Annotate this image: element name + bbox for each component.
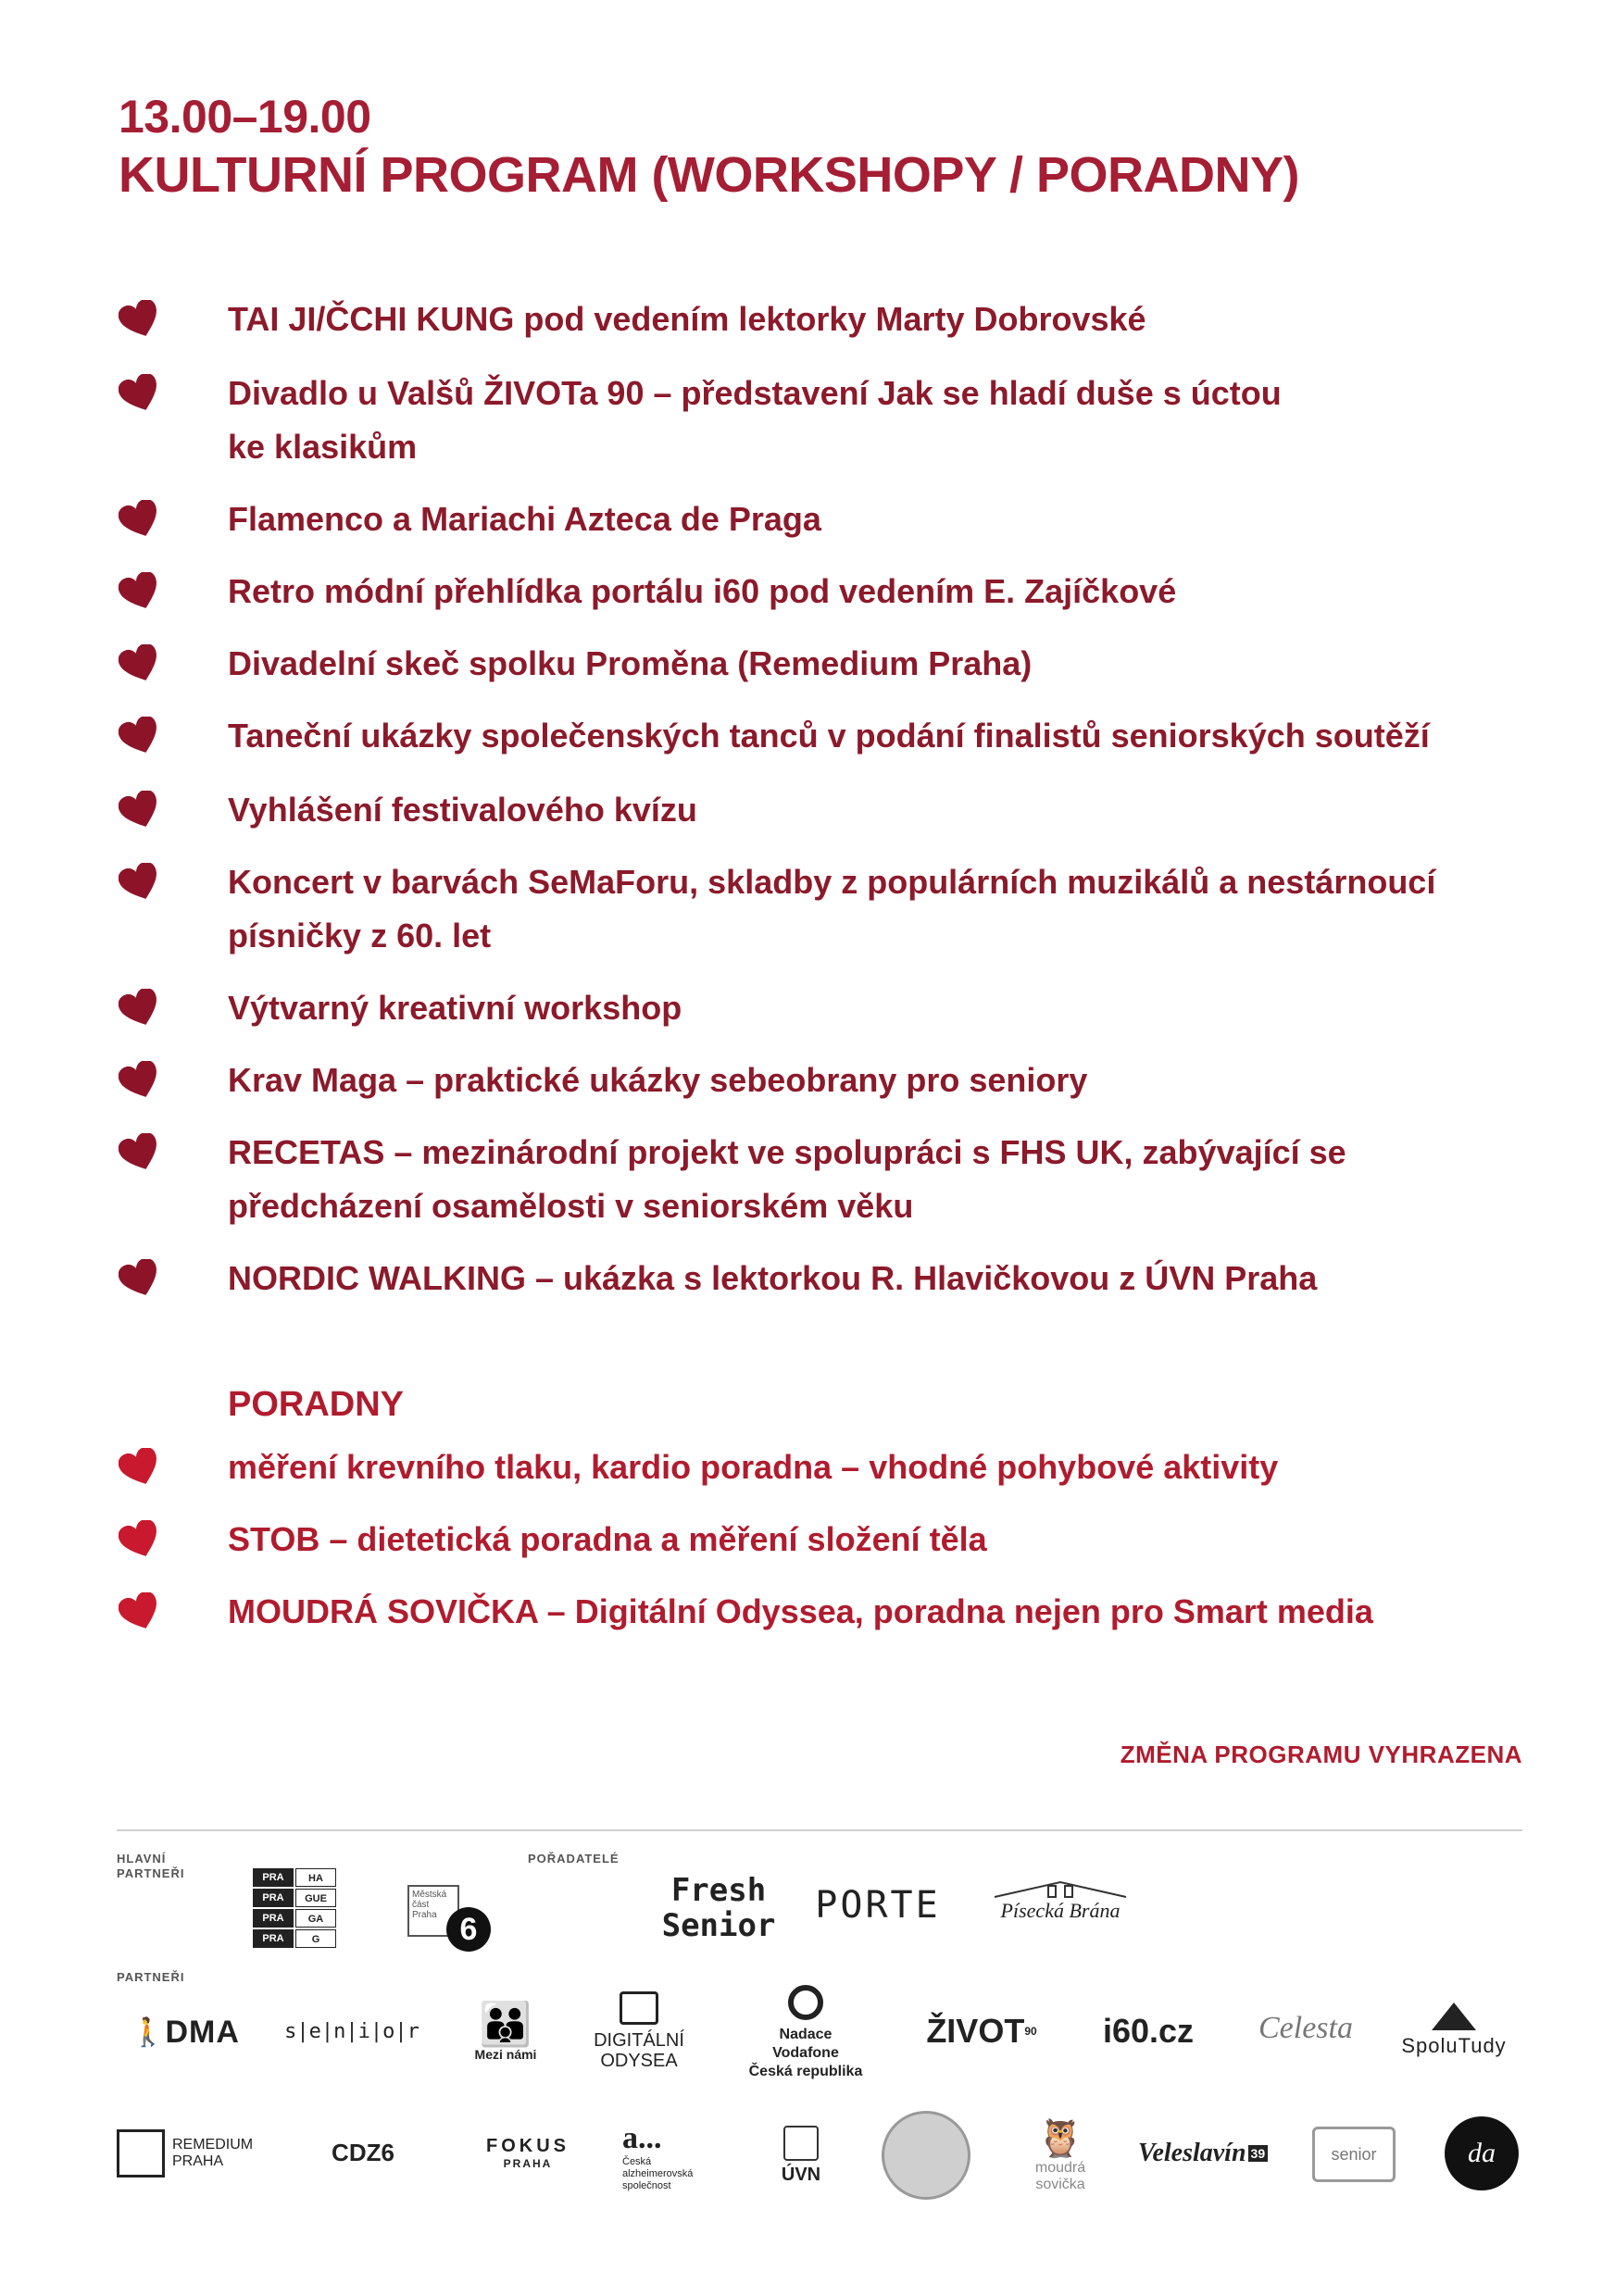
family-icon: 👪 bbox=[479, 2000, 532, 2048]
program-item-text: Koncert v barvách SeMaForu, skladby z populárních muzikálů a nestárnoucí písničky z 60. let bbox=[228, 863, 1436, 955]
poradny-item-text: měření krevního tlaku, kardio poradna – vhodné pohybové aktivity bbox=[228, 1448, 1279, 1486]
program-change-note: ZMĚNA PROGRAMU VYHRAZENA bbox=[1120, 1741, 1522, 1768]
time-range: 13.00–19.00 bbox=[119, 91, 371, 143]
footer-divider bbox=[117, 1829, 1522, 1831]
program-item-text: Flamenco a Mariachi Azteca de Praga bbox=[228, 500, 821, 538]
praha-logo-cell: HA bbox=[295, 1868, 336, 1887]
pisecka-brana-logo: Písecká Brána bbox=[982, 1868, 1139, 1933]
program-item-text: Vyhlášení festivalového kvízu bbox=[228, 791, 697, 829]
praha-logo-cell: PRA bbox=[253, 1889, 294, 1907]
computer-icon bbox=[620, 1991, 658, 2025]
zivot90-logo: ŽIVOT 90 bbox=[926, 2012, 1037, 2050]
i60-logo: i60.cz bbox=[1102, 2012, 1195, 2050]
heart-bullet-icon bbox=[119, 1520, 161, 1559]
moudra-sovicka-logo: 🦉 moudrá sovička bbox=[1034, 2118, 1086, 2192]
praha-logo-cell: PRA bbox=[253, 1929, 294, 1948]
spolutudy-logo: SpoluTudy bbox=[1389, 1981, 1519, 2074]
organizers-label: POŘADATELÉ bbox=[528, 1852, 620, 1866]
program-item-text: NORDIC WALKING – ukázka s lektorkou R. Hlavičkovou z ÚVN Praha bbox=[228, 1259, 1318, 1297]
heart-bullet-icon bbox=[119, 717, 161, 755]
praha6-number: 6 bbox=[446, 1907, 491, 1952]
digitalni-odysea-logo: DIGITÁLNÍ ODYSEA bbox=[583, 1985, 695, 2078]
program-item-text: Divadelní skeč spolku Proměna (Remedium Praha) bbox=[228, 644, 1033, 682]
praha-logo bbox=[252, 1868, 337, 1948]
heart-bullet-icon bbox=[119, 989, 161, 1028]
poradny-item-text: MOUDRÁ SOVIČKA – Digitální Odyssea, poradna nejen pro Smart media bbox=[228, 1592, 1373, 1630]
mezi-nami-logo: 👪 Mezi námi bbox=[474, 2000, 537, 2062]
praha-logo-cell: GA bbox=[295, 1909, 336, 1928]
heart-bullet-icon bbox=[119, 300, 161, 339]
celesta-logo: Celesta bbox=[1258, 2011, 1353, 2045]
fresh-senior-logo: Fresh Senior bbox=[661, 1872, 776, 1944]
cdz6-logo: CDZ6 bbox=[332, 2138, 394, 2166]
uvn-emblem-icon bbox=[783, 2126, 819, 2161]
vodafone-logo: Nadace Vodafone Česká republika bbox=[732, 1979, 880, 2087]
alzheimer-logo: a... Česká alzheimerovská společnost bbox=[622, 2120, 694, 2191]
praha-logo-cell: PRA bbox=[253, 1868, 294, 1887]
poradny-heading: PORADNY bbox=[228, 1385, 405, 1424]
da-logo: da bbox=[1443, 2115, 1521, 2192]
program-item-text: Retro módní přehlídka portálu i60 pod vedením E. Zajíčkové bbox=[228, 572, 1177, 610]
remedium-icon bbox=[117, 2129, 165, 2177]
partners-label: PARTNEŘI bbox=[117, 1970, 185, 1984]
program-item-text: Taneční ukázky společenských tanců v podání finalistů seniorských soutěží bbox=[228, 717, 1430, 755]
heart-bullet-icon bbox=[119, 644, 161, 683]
program-item-text: Krav Maga – praktické ukázky sebeobrany pro seniory bbox=[228, 1061, 1088, 1099]
praha-logo-cell: G bbox=[295, 1929, 336, 1948]
gate-icon bbox=[991, 1878, 1130, 1899]
program-item-text: Výtvarný kreativní workshop bbox=[228, 989, 682, 1027]
praha6-logo: Městská část Praha 6 bbox=[407, 1866, 496, 1955]
heart-bullet-icon bbox=[119, 1133, 161, 1172]
heart-bullet-icon bbox=[119, 1592, 161, 1631]
heart-bullet-icon bbox=[119, 791, 161, 830]
program-item-text: RECETAS – mezinárodní projekt ve spolupráci s FHS UK, zabývající se předcházení osamělosti v seniorském věku bbox=[228, 1133, 1346, 1225]
veleslavin-logo: Veleslavín 39 bbox=[1133, 2126, 1272, 2181]
praha-logo-cell: GUE bbox=[295, 1889, 336, 1907]
heart-bullet-icon bbox=[119, 1448, 161, 1487]
porte-logo: PORTE bbox=[815, 1884, 941, 1927]
owl-icon: 🦉 bbox=[1037, 2118, 1083, 2159]
uvn-logo: ÚVN bbox=[759, 2118, 843, 2192]
remedium-logo: REMEDIUM PRAHA bbox=[117, 2126, 265, 2181]
fokus-logo: FOKUS PRAHA bbox=[486, 2135, 570, 2170]
heart-bullet-icon bbox=[119, 374, 161, 413]
praha-logo-cell: PRA bbox=[253, 1909, 294, 1928]
page-header bbox=[119, 89, 1299, 206]
heart-bullet-icon bbox=[119, 1061, 161, 1100]
senior-logo: s|e|n|i|o|r bbox=[284, 2019, 419, 2043]
heart-bullet-icon bbox=[119, 572, 161, 611]
seal-icon bbox=[882, 2111, 970, 2200]
page-title: KULTURNÍ PROGRAM (WORKSHOPY / PORADNY) bbox=[119, 147, 1299, 203]
heart-bullet-icon bbox=[119, 863, 161, 902]
program-item-text: Divadlo u Valšů ŽIVOTa 90 – představení Jak se hladí duše s úctou ke klasikům bbox=[228, 374, 1282, 466]
heart-bullet-icon bbox=[119, 1259, 161, 1298]
person-icon: 🚶 bbox=[131, 2016, 166, 2048]
dma-logo: 🚶 DMA bbox=[131, 2014, 240, 2050]
spolutudy-icon bbox=[1426, 1997, 1482, 2034]
main-partners-label: HLAVNÍ PARTNEŘI bbox=[117, 1852, 185, 1880]
vodafone-icon bbox=[788, 1985, 823, 2020]
seal-logo bbox=[880, 2109, 972, 2202]
heart-bullet-icon bbox=[119, 500, 161, 539]
program-item-text: TAI JI/ČCHI KUNG pod vedením lektorky Marty Dobrovské bbox=[228, 300, 1146, 338]
senior-fitness-logo: senior bbox=[1309, 2124, 1398, 2185]
poradny-item-text: STOB – dietetická poradna a měření složení těla bbox=[228, 1520, 987, 1558]
